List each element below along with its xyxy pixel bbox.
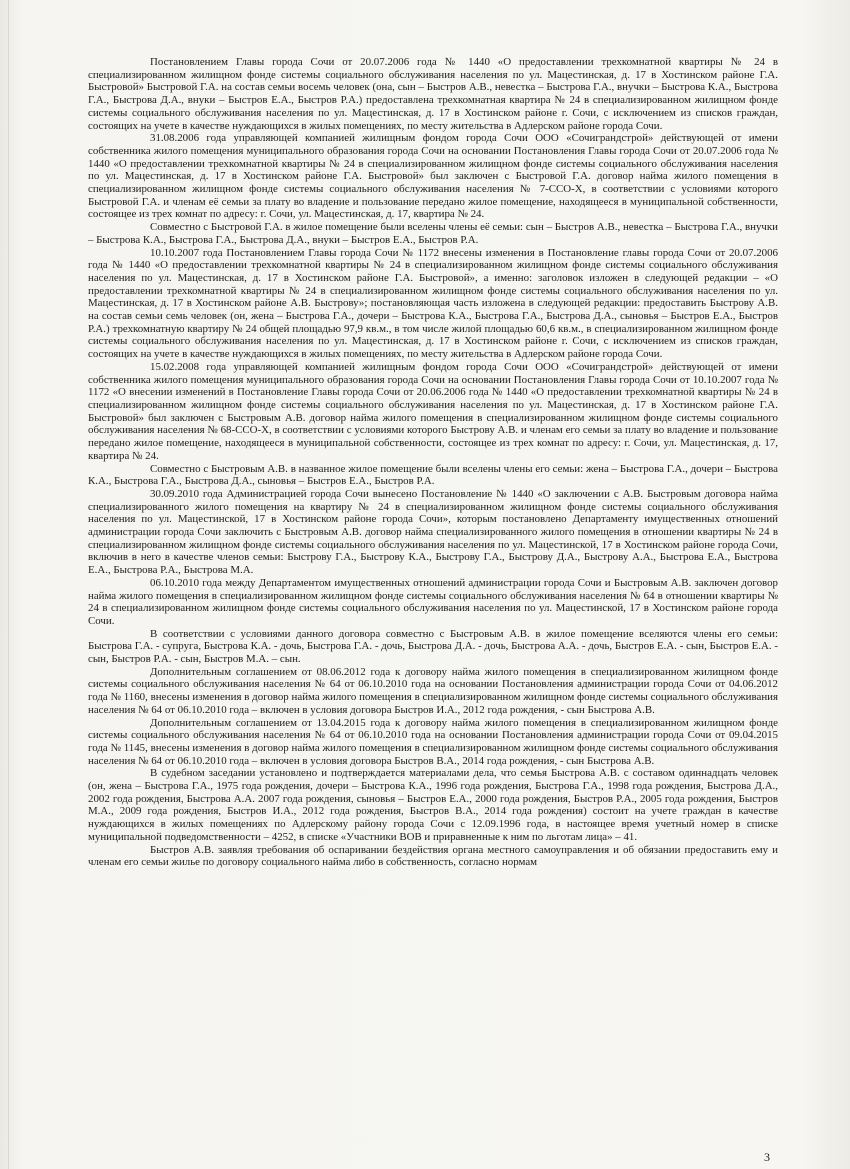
paragraph: 30.09.2010 года Администрацией города Сочи вынесено Постановление № 1440 «О заключении с А.В. Быстровым договора найма специализированного жилого помещения на квартиру № 24 в специализированном жилищном фонде системы социального обслуживания населения по ул. Мацестинской, 17 в Хостинском районе города Сочи», которым постановлено Департаменту имущественных отношений администрации города Сочи заключить с Быстровым А.В. договор найма специализированного жилого помещения в отношении квартиры № 24 в специализированном жилищном фонде системы социального обслуживания населения по ул. Мацестинской, 17 в Хостинском районе города Сочи, включив в него в качестве членов семьи: Быстрову Г.А., Быстрову К.А., Быстрову Г.А., Быстрову Д.А., Быстрову А.А., Быстрова Е.А., Быстрова Е.А., Быстрова Р.А., Быстрова М.А. xyxy=(88,487,778,577)
paragraph: 31.08.2006 года управляющей компанией жилищным фондом города Сочи ООО «Сочиграндстрой» действующей от имени собственника жилого помещения муниципального образования города Сочи на основании Постановления Главы города Сочи от 20.07.2006 года № 1440 «О предоставлении трехкомнатной квартиры № 24 в специализированном жилищном фонде системы социального обслуживания населения по ул. Мацестинская, д. 17 в Хостинском районе Г.А. Быстровой» был заключен с Быстровой Г.А. договор найма жилого помещения в специализированном жилищном фонде системы социального обслуживания населения № 7-ССО-Х, в соответствии с условиями которого Быстровой Г.А. и членам её семьи за плату во владение и пользование передано жилое помещение, находящееся в муниципальной собственности, состоящее из трех комнат по адресу: г. Сочи, ул. Мацестинская, д. 17, квартира № 24. xyxy=(88,132,778,221)
paragraph: Совместно с Быстровой Г.А. в жилое помещение были вселены члены её семьи: сын – Быстров А.В., невестка – Быстрова Г.А., внучки – Быстрова К.А., Быстрова Г.А., Быстрова Д.А., внуки – Быстров Е.А., Быстров Р.А. xyxy=(88,221,778,246)
page-number: 3 xyxy=(764,1150,770,1164)
paragraph: Постановлением Главы города Сочи от 20.07.2006 года № 1440 «О предоставлении трехкомнатной квартиры № 24 в специализированном жилищном фонде системы социального обслуживания населения по ул. Мацестинская, д. 17 в Хостинском районе Г.А. Быстровой» Быстровой Г.А. на состав семьи восемь человек (она, сын – Быстров А.В., невестка – Быстрова Г.А., внучки – Быстрова К.А., Быстрова Г.А., Быстрова Д.А., внуки – Быстров Е.А., Быстров Р.А.) предоставлена трехкомнатная квартира № 24 в специализированном жилищном фонде системы социального обслуживания населения по ул. Мацестинская, д. 17 в Хостинском районе г. Сочи, с исключением из списков граждан, состоящих на учете в качестве нуждающихся в жилых помещениях, по месту жительства в Адлерском районе города Сочи. xyxy=(88,56,778,132)
paragraph: Дополнительным соглашением от 08.06.2012 года к договору найма жилого помещения в специализированном жилищном фонде системы социального обслуживания населения № 64 от 06.10.2010 года на основании Постановления администрации города Сочи от 04.06.2012 года № 1160, внесены изменения в договор найма жилого помещения в специализированном жилищном фонде системы социального обслуживания населения № 64 от 06.10.2010 года – включен в условия договора Быстров И.А., 2012 года рождения, - сын Быстрова А.В. xyxy=(88,665,778,716)
paragraph: Быстров А.В. заявляя требования об оспаривании бездействия органа местного самоуправления и об обязании предоставить ему и членам его семьи жилье по договору социального найма либо в собственность, согласно нормам xyxy=(88,843,778,869)
paragraph: 10.10.2007 года Постановлением Главы города Сочи № 1172 внесены изменения в Постановление главы города Сочи от 20.07.2006 года № 1440 «О предоставлении трехкомнатной квартиры № 24 в специализированном жилищном фонде системы социального обслуживания населения по ул. Мацестинская, д. 17 в Хостинском районе Г.А. Быстровой», а именно: заголовок изложен в следующей редакции – «О предоставлении трехкомнатной квартиры № 24 в специализированном жилищном фонде системы социального обслуживания населения по ул. Мацестинская, д. 17 в Хостинском районе А.В. Быстрову»; постановляющая часть изложена в следующей редакции: предоставить Быстрову А.В. на состав семьи семь человек (он, жена – Быстрова Г.А., дочери – Быстрова К.А., Быстрова Г.А., Быстрова Д.А., сыновья – Быстров Е.А., Быстров Р.А.) трехкомнатную квартиру № 24 общей площадью 97,9 кв.м., в том числе жилой площадью 60,6 кв.м., в специализированном жилищном фонде системы социального обслуживания населения по ул. Мацестинская, д. 17 в Хостинском районе г. Сочи, с исключением из списков граждан, состоящих на учете в качестве нуждающихся в жилых помещениях, по месту жительства в Адлерском районе города Сочи. xyxy=(88,246,778,361)
paragraph: 06.10.2010 года между Департаментом имущественных отношений администрации города Сочи и Быстровым А.В. заключен договор найма жилого помещения в специализированном жилищном фонде системы социального обслуживания населения № 64 в отношении квартиры № 24 в специализированном жилищном фонде системы социального обслуживания населения по ул. Мацестинской, 17 в Хостинском районе города Сочи. xyxy=(88,576,778,627)
paragraph: Дополнительным соглашением от 13.04.2015 года к договору найма жилого помещения в специализированном жилищном фонде системы социального обслуживания населения № 64 от 06.10.2010 года на основании Постановления администрации города Сочи от 09.04.2015 года № 1145, внесены изменения в договор найма жилого помещения в специализированном жилищном фонде системы социального обслуживания населения № 64 от 06.10.2010 года – включен в условия договора Быстров В.А., 2014 года рождения, - сын Быстрова А.В. xyxy=(88,716,778,767)
scan-edge-line xyxy=(8,0,9,1169)
paragraph: В судебном заседании установлено и подтверждается материалами дела, что семья Быстрова А.В. с составом одиннадцать человек (он, жена – Быстрова Г.А., 1975 года рождения, дочери – Быстрова К.А., 1996 года рождения, Быстрова Г.А., 1998 года рождения, Быстрова Д.А., 2002 года рождения, Быстрова А.А. 2007 года рождения, сыновья – Быстров Е.А., 2000 года рождения, Быстров Р.А., 2005 года рождения, Быстров М.А., 2009 года рождения, Быстров И.А., 2012 года рождения, Быстров В.А., 2014 года рождения) состоит на учете граждан в качестве нуждающихся в жилых помещениях по Адлерскому району города Сочи с 12.09.1996 года, в настоящее время учетный номер в списке муниципальной подведомственности – 4252, в списке «Участники ВОВ и приравненные к ним по льготам лица» – 41. xyxy=(88,767,778,843)
paragraph: 15.02.2008 года управляющей компанией жилищным фондом города Сочи ООО «Сочиграндстрой» действующей от имени собственника жилого помещения муниципального образования города Сочи на основании Постановления Главы города Сочи от 10.10.2007 года № 1172 «О внесении изменений в Постановление Главы города Сочи от 20.06.2006 года № 1440 «О предоставлении трехкомнатной квартиры № 24 в специализированном жилищном фонде системы социального обслуживания населения по ул. Мацестинская, д. 17 в Хостинском районе Г.А. Быстровой» был заключен с Быстровым А.В. договор найма жилого помещения в специализированном жилищном фонде системы социального обслуживания населения № 68-ССО-Х, в соответствии с условиями которого Быстрову А.В. и членам его семьи за плату во владение и пользование передано жилое помещение, находящееся в муниципальной собственности, состоящее из трех комнат по адресу: г. Сочи, ул. Мацестинская, д. 17, квартира № 24. xyxy=(88,360,778,462)
paragraph: Совместно с Быстровым А.В. в названное жилое помещение были вселены члены его семьи: жена – Быстрова Г.А., дочери – Быстрова К.А., Быстрова Г.А., Быстрова Д.А., сыновья – Быстров Е.А., Быстров Р.А. xyxy=(88,462,778,488)
document-body xyxy=(88,56,778,869)
paragraph: В соответствии с условиями данного договора совместно с Быстровым А.В. в жилое помещение вселяются члены его семьи: Быстрова Г.А. - супруга, Быстрова К.А. - дочь, Быстрова Г.А. - дочь, Быстрова Д.А. - дочь, Быстрова А.А. - дочь, Быстров Е.А. - сын, Быстров Е.А. - сын, Быстров Р.А. - сын, Быстров М.А. – сын. xyxy=(88,627,778,666)
